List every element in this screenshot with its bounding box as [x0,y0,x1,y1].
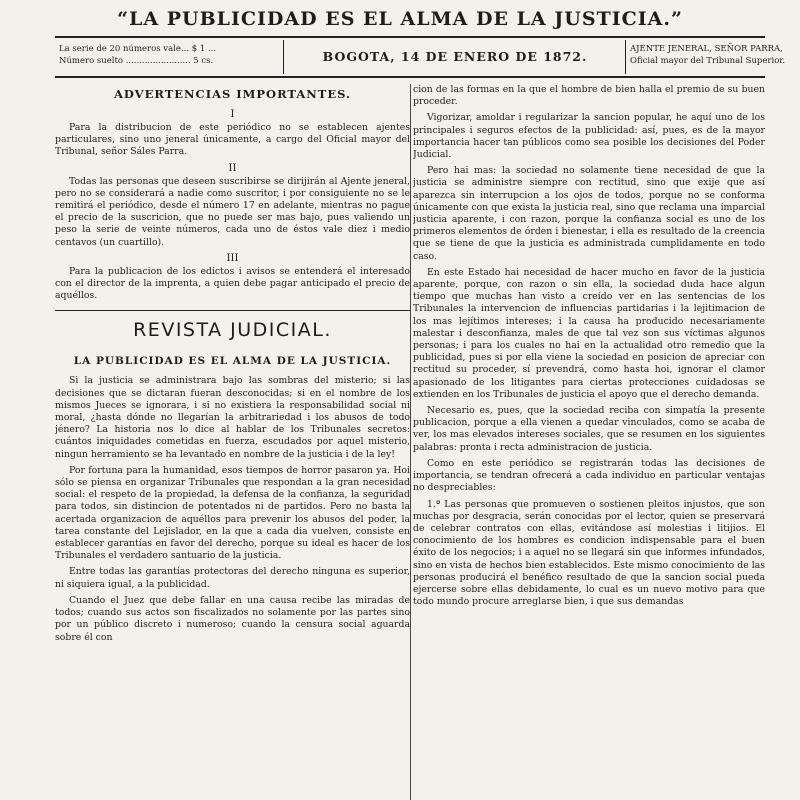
single-issue-price-line: Número suelto ........................ 5 cs. [59,56,214,66]
issue-date: BOGOTA, 14 DE ENERO DE 1872. [322,49,588,64]
section-divider [55,310,410,311]
right-column [413,84,765,800]
advertencia-text: Todas las personas que deseen suscribirse se dirijirán al Ajente jeneral, pero no se considerará a nadie como suscritor, i por consiguiente no se le remitirá el periódico, desde el número 17 en adelante, mientras no pague el precio de la suscricion, que no puede ser mas bajo, pues valiendo un peso la serie de veinte números, cada uno de éstos vale diez i medio centavos (un cuartillo). [55,175,410,248]
subscription-price-line: La serie de 20 números vale... $ 1 ... [59,44,217,54]
date-bar-divider-left [283,40,284,74]
advertencias-heading: ADVERTENCIAS IMPORTANTES. [113,87,352,101]
article-paragraph: Vigorizar, amoldar i regularizar la sancion popular, he aquí uno de los principales i seguros efectos de la publicidad: así, pues, es de la mayor importancia hacer tan públicos como sea posible los decisiones del Poder Judicial. [413,112,765,161]
advertencia-item [55,163,410,249]
article-paragraph: Si la justicia se administrara bajo las sombras del misterio; si las decisiones que se dictaran fueran desconocidas; si en el nombre de los mismos Jueces se ignorara, i si no existiera la responsabilidad social ni moral, ¿hasta dónde no llegarían la arbitrariedad i los abusos de todo jénero? La historia nos lo dice al hablar de los Tribunales secretos: cuántos iniquidades cometidas en fuerza, escudados por aquel misterio, ningun herramiento se ha levantado en nombre de la justicia i de la ley! [55,375,410,460]
article-paragraph: En este Estado hai necesidad de hacer mucho en favor de la justicia aparente, porque, con razon o sin ella, la sociedad duda hace algun tiempo que muchas han visto a creído ver en las sentencias de los Tribunales la intervencion de influencias partidarias i la lejitimacion de los mas lejítimos intereses; i la causa ha producido necesariamente malestar i desconfianza, males de que tal vez son sus víctimas algunos personas; i para los cuales no hai en la actualidad otro remedio que la publicidad, pues si por ella viene la sociedad en posicion de apreciar con rectitud su proceder, sí prevendrá, como hasta hoi, ignorar el clamor apasionado de los litigantes para ciertas protecciones cuidadosas se extienden en los Tribunales de justicia el apoyo que el derecho demanda. [413,266,765,400]
general-agent-info [630,43,800,77]
article-paragraph: Como en este periódico se registrarán todas las decisiones de importancia, se tendran ofrecerá a cada individuo en particular ventajas no despreciables: [413,457,765,494]
masthead-motto: “LA PUBLICIDAD ES EL ALMA DE LA JUSTICIA.” [117,8,683,30]
advertencia-text: Para la distribucion de este periódico no se establecen ajentes particulares, sino uno jeneral únicamente, a cargo del Oficial mayor del Tribunal, señor Sáles Parra. [55,122,410,158]
masthead-rule-top [55,36,765,38]
general-agent-title-line: Oficial mayor del Tribunal Superior. [630,56,786,66]
article-paragraph: Por fortuna para la humanidad, esos tiempos de horror pasaron ya. Hoi sólo se piensa en organizar Tribunales que respondan a la gran necesidad social: el respeto de la propiedad, la defensa de la confianza, la seguridad para todos, sin distincion de potentados ni de partidos. Pero no basta la acertada organizacion de aquéllos para prevenir los abusos del poder, la tarea constante del Lejislador, en la que a cada dia vuelven, consiste en establecer garantías en favor del derecho, porque su ideal es hacer de los Tribunales el verdadero santuario de la justicia. [55,464,410,562]
advertencia-text: Para la publicacion de los edictos i avisos se entenderá el interesado con el director de la imprenta, a quien debe pagar anticipado el precio de aquéllos. [55,265,410,302]
advertencia-numeral: III [226,252,239,264]
article-paragraph: Entre todas las garantías protectoras del derecho ninguna es superior, ni siquiera igual, a la publicidad. [55,566,410,590]
article-paragraph: Cuando el Juez que debe fallar en una causa recibe las miradas de todos; cuando sus actos son fiscalizados no solamente por las partes sino por un público discreto i numeroso; cuando la censura social aguarda sobre él con [55,594,410,643]
date-bar-divider-right [625,40,626,74]
article-paragraph-continued: cion de las formas en la que el hombre de bien halla el premio de su buen proceder. [413,84,765,108]
advertencia-numeral: I [230,109,235,120]
advertencia-item [55,253,410,303]
revista-subheading: LA PUBLICIDAD ES EL ALMA DE LA JUSTICIA. [73,355,392,368]
advertencia-item [55,109,410,159]
column-divider [410,84,411,800]
subscription-prices [59,43,259,77]
general-agent-line: AJENTE JENERAL, SEÑOR PARRA, [630,44,783,54]
revista-judicial-heading: REVISTA JUDICIAL. [133,319,332,342]
article-paragraph: Necesario es, pues, que la sociedad reciba con simpatía la presente publicacion, porque a ella vienen a quedar vinculados, como se acaba de ver, los mas elevados intereses sociales, que se resumen en los siguientes palabras: pronta i recta administracion de justicia. [413,405,765,453]
advertencia-numeral: II [228,162,237,174]
article-paragraph: Pero hai mas: la sociedad no solamente tiene necesidad de que la justicia se administre siempre con rectitud, sino que exije que así aparezca sin interrupcion a los ojos de todos, porque no se conforma únicamente con que exista la justicia real, sino que reclama una imparcial justicia aparente, i con razon, porque la confianza social es uno de los primeros elementos de órden i bienestar, i ella es resultado de la creencia que se tiene de que la justicia es administrada cumplidamente en todo caso. [413,165,765,262]
left-column [55,84,410,800]
masthead-rule-bottom [55,76,765,78]
masthead-date-bar [55,40,786,74]
article-paragraph: 1.ª Las personas que promueven o sostienen pleitos injustos, que son muchas por desgracia, serán conocidas por el lector, quien se preservará de celebrar contratos con ellas, evitándose así molestias i litijios. El conocimiento de los hombres es condicion indispensable para el buen éxito de los negocios; i a aquel no se llegará sin que informes infundados, sino en vista de hechos bien establecidos. Este mismo conocimiento de las personas producirá el benéfico resultado de que la sancion social pueda ejercerse sobre ellas debidamente, lo cual es un nuevo motivo para que todo mundo procure arreglarse bien, i que sus demandas [413,498,765,608]
